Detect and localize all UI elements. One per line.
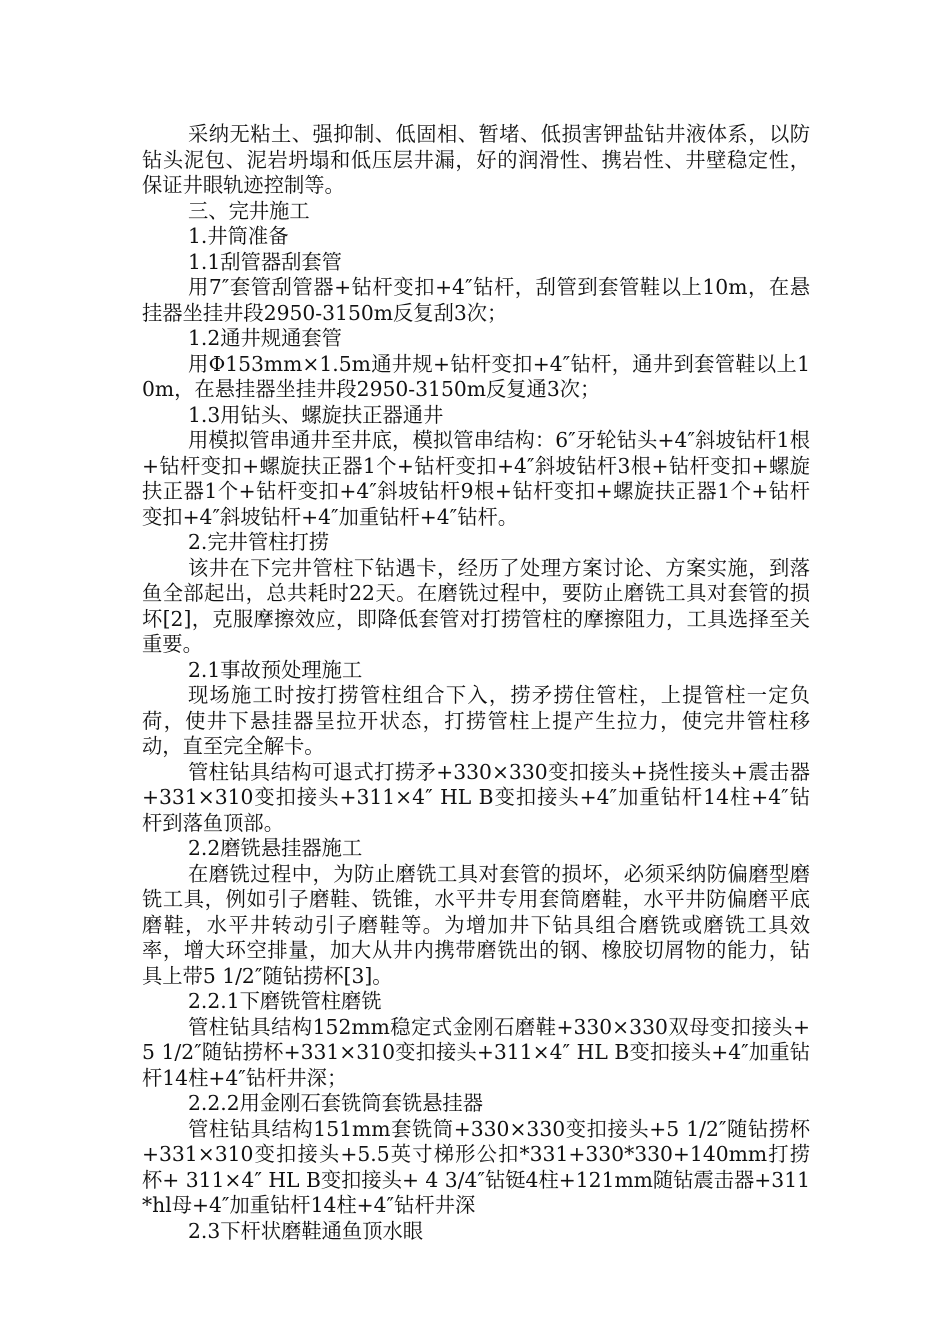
document-body — [142, 122, 810, 1244]
paragraph-bit-stabilizer: 用模拟管串通井至井底，模拟管串结构：6″牙轮钻头+4″斜坡钻杆1根+钻杆变扣+螺旋扶正器1个+钻杆变扣+4″斜坡钻杆3根+钻杆变扣+螺旋扶正器1个+钻杆变扣+4″斜坡钻杆9根+钻杆变扣+螺旋扶正器1个+钻杆变扣+4″斜坡钻杆+4″加重钻杆+4″钻杆。 — [142, 428, 810, 529]
paragraph-milling-string: 管柱钻具结构152mm稳定式金刚石磨鞋+330×330双母变扣接头+5 1/2″随钻捞杯+331×310变扣接头+311×4″ HL B变扣接头+4″加重钻杆14柱+4″钻杆井深； — [142, 1014, 810, 1090]
heading-drift-gauge: 1.2通井规通套管 — [188, 326, 342, 350]
heading-completion: 三、完井施工 — [188, 198, 310, 223]
heading-wellbore-prep: 1.井筒准备 — [188, 224, 289, 248]
heading-rod-mill: 2.3下杆状磨鞋通鱼顶水眼 — [188, 1218, 424, 1243]
paragraph-casing-scraping: 用7″套管刮管器+钻杆变扣+4″钻杆，刮管到套管鞋以上10m，在悬挂器坐挂井段2950-3150m反复刮3次； — [142, 275, 810, 325]
heading-fishing: 2.完井管柱打捞 — [188, 530, 330, 554]
paragraph-pre-treatment: 现场施工时按打捞管柱组合下入，捞矛捞住管柱，上提管柱一定负荷，使井下悬挂器呈拉开状态，打捞管柱上提产生拉力，使完井管柱移动，直至完全解卡。 — [142, 683, 810, 758]
paragraph-milling-hanger: 在磨铣过程中，为防止磨铣工具对套管的损坏，必须采纳防偏磨型磨铣工具，例如引子磨鞋、铣锥，水平井专用套筒磨鞋，水平井防偏磨平底磨鞋，水平井转动引子磨鞋等。为增加井下钻具组合磨铣或磨铣工具效率，增大环空排量，加大从井内携带磨铣出的钢、橡胶切屑物的能力，钻具上带5 1/2″随钻捞杯[3]。 — [142, 861, 810, 988]
paragraph-washover: 管柱钻具结构151mm套铣筒+330×330变扣接头+5 1/2″随钻捞杯+331×310变扣接头+5.5英寸梯形公扣*331+330*330+140mm打捞杯+ 311×4″ HL B变扣接头+ 4 3/4″钻铤4柱+121mm随钻震击器+311*hl母+4″加重钻杆14柱+4″钻杆井深 — [142, 1116, 811, 1217]
paragraph-drift-gauge: 用Φ153mm×1.5m通井规+钻杆变扣+4″钻杆，通井到套管鞋以上10m，在悬挂器坐挂井段2950-3150m反复通3次； — [142, 351, 810, 401]
paragraph-drilling-fluid: 采纳无粘土、强抑制、低固相、暂堵、低损害钾盐钻井液体系，以防钻头泥包、泥岩坍塌和低压层井漏，好的润滑性、携岩性、井壁稳定性，保证井眼轨迹控制等。 — [142, 122, 810, 197]
paragraph-fishing: 该井在下完井管柱下钻遇卡，经历了处理方案讨论、方案实施，到落鱼全部起出，总共耗时22天。在磨铣过程中，要防止磨铣工具对套管的损坏[2]，克服摩擦效应，即降低套管对打捞管柱的摩擦阻力，工具选择至关重要。 — [142, 555, 810, 656]
heading-washover: 2.2.2用金刚石套铣筒套铣悬挂器 — [188, 1091, 483, 1115]
paragraph-fishing-string: 管柱钻具结构可退式打捞矛+330×330变扣接头+挠性接头+震击器+331×310变扣接头+311×4″ HL B变扣接头+4″加重钻杆14柱+4″钻杆到落鱼顶部。 — [142, 759, 810, 835]
heading-bit-stabilizer: 1.3用钻头、螺旋扶正器通井 — [188, 402, 444, 427]
heading-pre-treatment: 2.1事故预处理施工 — [188, 657, 363, 682]
heading-milling-hanger: 2.2磨铣悬挂器施工 — [188, 836, 363, 860]
heading-milling-string: 2.2.1下磨铣管柱磨铣 — [188, 989, 382, 1013]
heading-casing-scraping: 1.1刮管器刮套管 — [188, 249, 342, 274]
